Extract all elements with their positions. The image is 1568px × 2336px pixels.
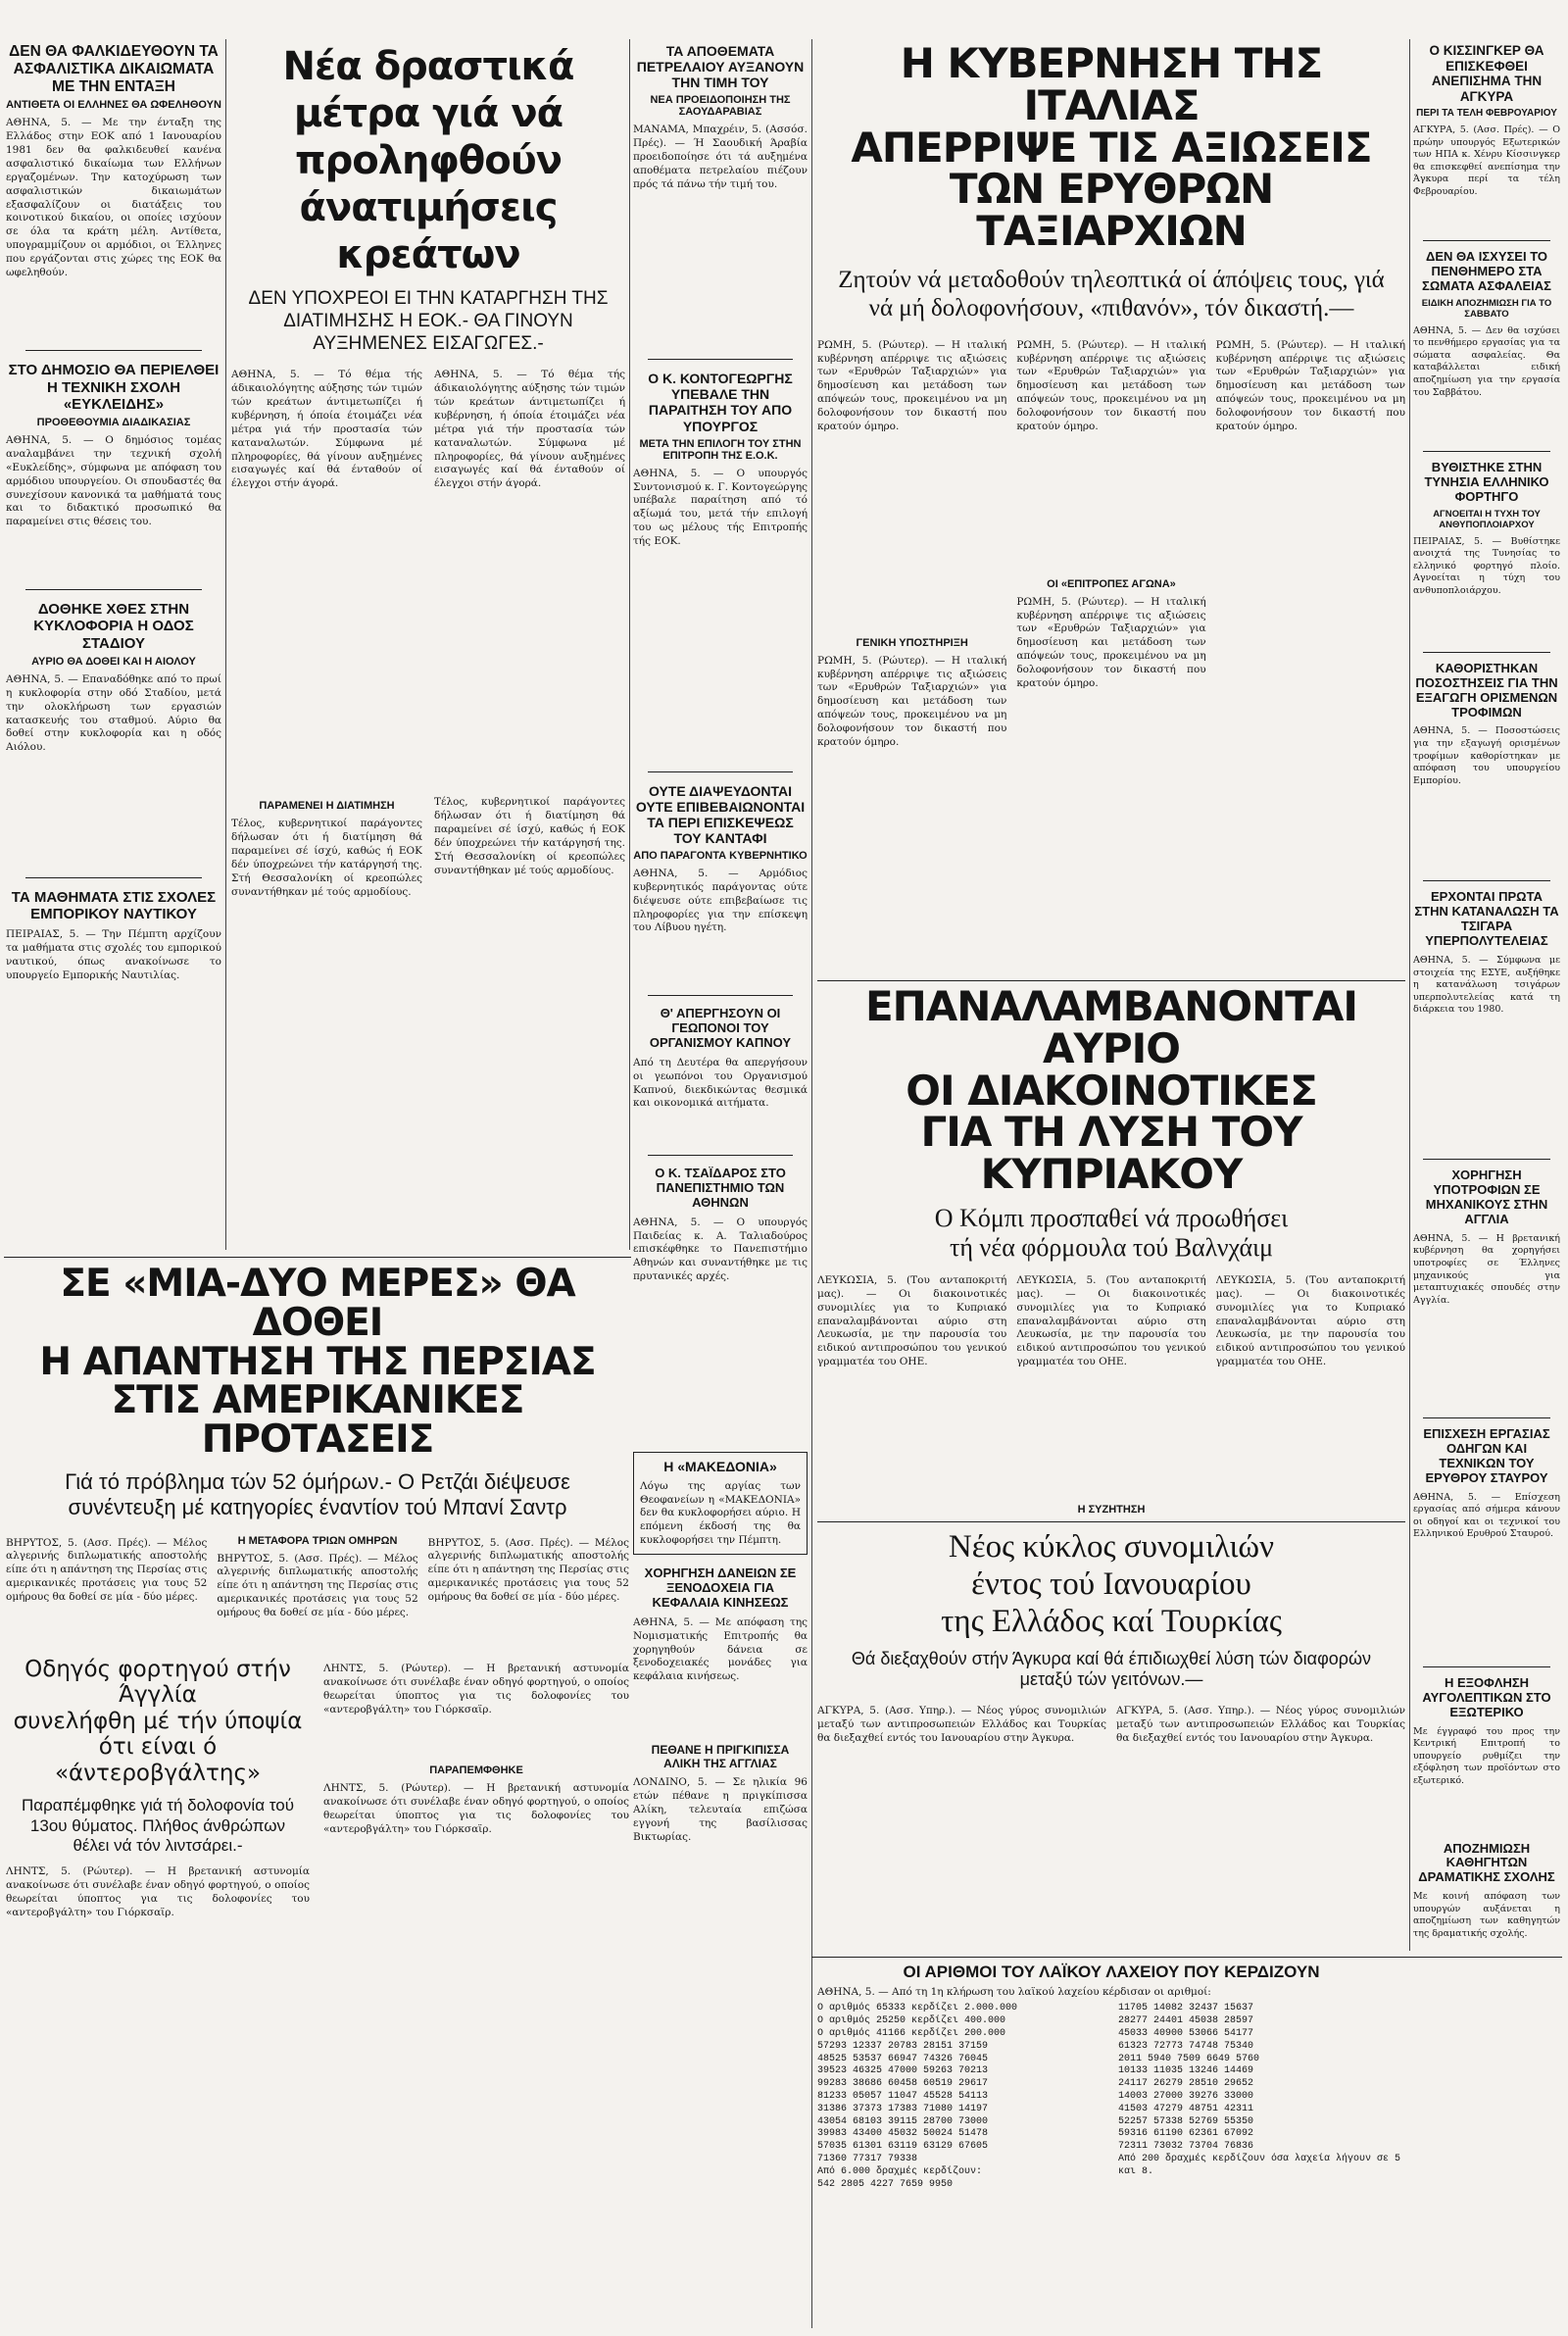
body-kontogeorgis: ΑΘΗΝΑ, 5. — Ο υπουργός Συντονισμού κ. Γ. Κοντογεώργης υπέβαλε παραίτηση από τό αξίωμά του, μετά τήν επιλογή του ως μέλους τής Επιτροπής τής ΕΟΚ. xyxy=(633,467,808,547)
body-tunisia-ship: ΠΕΙΡΑΙΑΣ, 5. — Βυθίστηκε ανοιχτά της Τυνησίας το ελληνικό φορτηγό πλοίο. Αγνοείται η τύχη του ανθυποπλοιάρχου. xyxy=(1413,535,1560,596)
article-taliadouros xyxy=(633,1167,808,1442)
deck-greece-turkey: Θά διεξαχθούν στήν Άγκυρα καί θά έπιδιωχθεί λύση τών διαφορών μεταξύ τών γειτόνων.— xyxy=(851,1648,1372,1690)
lottery-row: 41503 47279 48751 42311 xyxy=(1118,2103,1254,2114)
deck-persia: Γιά τό πρόβλημα τών 52 όμήρων.- Ο Ρετζάι διέψευσε συνέντευξη μέ κατηγορίες έναντίον τού Μπανί Σαντρ xyxy=(65,1468,570,1520)
body-petrol: ΜΑΝΑΜΑ, Μπαχρέιν, 5. (Ασσόσ. Πρές). — Ή Σαουδική Άραβία προειδοποίησε ότι τά αυξημένα αποθέματα πετρελαίου πιέζουν πρός τά πάνω τήν τιμή του. xyxy=(633,124,808,190)
headline-loans: ΧΟΡΗΓΗΣΗ ΔΑΝΕΙΩΝ ΣΕ ΞΕΝΟΔΟΧΕΙΑ ΓΙΑ ΚΕΦΑΛΑΙΑ ΚΙΝΗΣΕΩΣ xyxy=(644,1566,797,1610)
body-makedonia: Λόγω της αργίας των Θεοφανείων η «ΜΑΚΕΔΟΝΙΑ» δεν θα κυκλοφορήσει αύριο. Η επόμενη έκδοσή της θα κυκλοφορήσει την Πέμπτη. xyxy=(640,1479,801,1547)
lottery-row: 39983 43400 45032 50024 51478 xyxy=(817,2128,989,2140)
article-cigarettes xyxy=(1413,890,1560,1151)
article-red-cross xyxy=(1413,1427,1560,1659)
lottery-row: 61323 72773 74748 75340 xyxy=(1118,2040,1254,2052)
subhead-persia-1: Η ΜΕΤΑΦΟΡΑ ΤΡΙΩΝ ΟΜΗΡΩΝ xyxy=(237,1534,398,1547)
body-naval-schools: ΠΕΙΡΑΙΑΣ, 5. — Την Πέμπτη αρχίζουν τα μαθήματα στις σχολές του εμπορικού ναυτικού, όπως ανακοίνωσε το υπουργείο Εμπορικής Ναυτιλίας. xyxy=(6,928,221,982)
article-trucker xyxy=(6,1657,629,2333)
subhead-italy-2: ΟΙ «ΕΠΙΤΡΟΠΕΣ ΑΓΩΝΑ» xyxy=(1047,577,1176,590)
box-makedonia xyxy=(633,1452,808,1555)
headline-kissinger: Ο ΚΙΣΣΙΝΓΚΕΡ ΘΑ ΕΠΙΣΚΕΦΘΕΙ ΑΝΕΠΙΣΗΜΑ ΤΗΝ ΑΓΚΥΡΑ xyxy=(1429,43,1544,104)
body-taliadouros: ΑΘΗΝΑ, 5. — Ο υπουργός Παιδείας κ. Α. Ταλιαδούρος επισκέφθηκε το Πανεπιστήμιο Αθηνών και συναντήθηκε με τις πρυτανικές αρχές. xyxy=(633,1216,808,1283)
body-kantafi: ΑΘΗΝΑ, 5. — Αρμόδιος κυβερνητικός παράγοντας ούτε διέψευσε ούτε επιβεβαίωσε τις πληροφορίες για την επίσκεψη του Λίβυου ηγέτη. xyxy=(633,868,808,934)
headline-cyprus-3: ΓΙΑ ΤΗ ΛΥΣΗ ΤΟΥ ΚΥΠΡΙΑΚΟΥ xyxy=(920,1108,1302,1199)
article-technical-school xyxy=(6,362,221,581)
lottery-row: 2011 5940 7509 6649 5760 xyxy=(1118,2053,1260,2064)
body-alice: ΛΟΝΔΙΝΟ, 5. — Σε ηλικία 96 ετών πέθανε η πριγκίπισσα Αλίκη, τελευταία επιζώσα εγγονή της βασίλισσας Βικτωρίας. xyxy=(633,1776,808,1843)
headline-five-day-week: ΔΕΝ ΘΑ ΙΣΧΥΣΕΙ ΤΟ ΠΕΝΘΗΜΕΡΟ ΣΤΑ ΣΩΜΑΤΑ ΑΣΦΑΛΕΙΑΣ xyxy=(1422,249,1551,293)
article-cyprus xyxy=(817,986,1405,1516)
headline-trucker-2: συνελήφθη μέ τήν ύποψία xyxy=(13,1708,303,1734)
lottery-row: 99283 38686 60458 60519 29617 xyxy=(817,2078,989,2090)
subhead-meat: ΠΑΡΑΜΕΝΕΙ Η ΔΙΑΤΙΜΗΣΗ xyxy=(259,800,395,813)
lottery-row: 59316 61190 62361 67092 xyxy=(1118,2128,1254,2140)
article-drama-school xyxy=(1413,1842,1560,1946)
lottery-intro: ΑΘΗΝΑ, 5. — Από τη 1η κλήρωση του λαϊκού λαχείου κέρδισαν οι αριθμοί: xyxy=(817,1985,1211,1998)
body-italy-3: ΡΩΜΗ, 5. (Ρώυτερ). — Η ιταλική κυβέρνηση απέρριψε τις αξιώσεις των «Ερυθρών Ταξιαρχιών» για δημοσίευση και μετάδοση των απόψεών τους, προκειμένου να μη δολοφονήσουν τον δικαστή που κρατούν όμηρο. xyxy=(1016,338,1206,432)
body-trucker: ΛΗΝΤΣ, 5. (Ρώυτερ). — Η βρετανική αστυνομία ανακοίνωσε ότι συνέλαβε έναν οδηγό φορτηγού, ο οποίος θεωρείται ύποπτος για τις δολοφονίες του «αντεροβγάλτη» του Γιόρκσαϊρ. xyxy=(6,1865,310,1918)
lottery-row: 48525 53537 66947 74326 76045 xyxy=(817,2053,989,2064)
headline-drama-school: ΑΠΟΖΗΜΙΩΣΗ ΚΑΘΗΓΗΤΩΝ ΔΡΑΜΑΤΙΚΗΣ ΣΧΟΛΗΣ xyxy=(1418,1840,1555,1885)
lottery-row: 52257 57338 52769 55350 xyxy=(1118,2115,1254,2127)
headline-greece-turkey-1: Νέος κύκλος συνομιλιών xyxy=(948,1529,1275,1565)
deck-cyprus-1: Ο Κόμπι προσπαθεί νά προωθήσει xyxy=(934,1204,1289,1233)
headline-italy-1: Η ΚΥΒΕΡΝΗΣΗ ΤΗΣ ΙΤΑΛΙΑΣ xyxy=(900,43,1323,129)
article-alice xyxy=(633,1744,808,1865)
body-persia: ΒΗΡΥΤΟΣ, 5. (Ασσ. Πρές). — Μέλος αλγερινής διπλωματικής αποστολής είπε ότι η απάντηση της Περσίας στις αμερικανικές προτάσεις για τους 52 ομήρους θα δοθεί σε μία - δύο μέρες. xyxy=(6,1536,208,1604)
subhead-insurance: ΑΝΤΙΘΕΤΑ ΟΙ ΕΛΛΗΝΕΣ ΘΑ ΩΦΕΛΗΘΟΥΝ xyxy=(6,99,221,112)
body-meat-3: Τέλος, κυβερνητικοί παράγοντες δήλωσαν ότι ή διατίμηση θά παραμείνει σέ ίσχύ, καθώς ή ΕΟΚ δέν ύποχρεώνει τήν κατάργησή της. Στή Θεσσαλονίκη οί κρεοπώλες συναντήθηκαν μέ τούς αρμοδίους. xyxy=(434,796,625,876)
headline-kapnos: Θ' ΑΠΕΡΓΗΣΟΥΝ ΟΙ ΓΕΩΠΟΝΟΙ ΤΟΥ ΟΡΓΑΝΙΣΜΟΥ ΚΑΠΝΟΥ xyxy=(649,1006,792,1050)
lottery-row: 39523 46325 47000 59263 70213 xyxy=(817,2065,989,2077)
lottery-row: Από 6.000 δραχμές κερδίζουν: xyxy=(817,2165,983,2177)
body-greece-turkey: ΑΓΚΥΡΑ, 5. (Ασσ. Υπηρ.). — Νέος γύρος συνομιλιών μεταξύ των αντιπροσωπειών Ελλάδος και Τουρκίας θα διεξαχθεί εντός του Ιανουαρίου στην Άγκυρα. xyxy=(817,1705,1106,1744)
article-greece-turkey xyxy=(817,1529,1405,1951)
headline-greece-turkey-2: έντος τού Ιανουαρίου xyxy=(971,1566,1251,1602)
headline-persia-1: ΣΕ «ΜΙΑ-ΔΥΟ ΜΕΡΕΣ» ΘΑ ΔΟΘΕΙ xyxy=(60,1265,575,1345)
headline-lottery: ΟΙ ΑΡΙΘΜΟΙ ΤΟΥ ΛΑΪΚΟΥ ΛΑΧΕΙΟΥ ΠΟΥ ΚΕΡΔΙΖΟΥΝ xyxy=(903,1963,1320,1981)
article-tunisia-ship xyxy=(1413,461,1560,644)
headline-trucker-1: Οδηγός φορτηγού στήν Άγγλία xyxy=(24,1657,291,1709)
article-naval-schools xyxy=(6,889,221,1076)
headline-insurance: ΔΕΝ ΘΑ ΦΑΛΚΙΔΕΥΘΟΥΝ ΤΑ ΑΣΦΑΛΙΣΤΙΚΑ ΔΙΚΑΙΩΜΑΤΑ ΜΕ ΤΗΝ ΕΝΤΑΞΗ xyxy=(9,43,219,95)
headline-technical-school: ΣΤΟ ΔΗΜΟΣΙΟ ΘΑ ΠΕΡΙΕΛΘΕΙ Η ΤΕΧΝΙΚΗ ΣΧΟΛΗ «ΕΥΚΛΕΙΔΗΣ» xyxy=(8,362,220,413)
subhead-stadiou: ΑΥΡΙΟ ΘΑ ΔΟΘΕΙ ΚΑΙ Η ΑΙΟΛΟΥ xyxy=(31,655,196,668)
body-trucker-3: ΛΗΝΤΣ, 5. (Ρώυτερ). — Η βρετανική αστυνομία ανακοίνωσε ότι συνέλαβε έναν οδηγό φορτηγού, ο οποίος θεωρείται ύποπτος για τις δολοφονίες του «αντεροβγάλτη» του Γιόρκσαϊρ. xyxy=(323,1782,629,1835)
headline-cigarettes: ΕΡΧΟΝΤΑΙ ΠΡΩΤΑ ΣΤΗΝ ΚΑΤΑΝΑΛΩΣΗ ΤΑ ΤΣΙΓΑΡΑ ΥΠΕΡΠΟΛΥΤΕΛΕΙΑΣ xyxy=(1414,889,1559,949)
lottery-row: 72311 73032 73704 76836 xyxy=(1118,2141,1254,2153)
deck-trucker: Παραπέμφθηκε γιά τή δολοφονία τού 13ου θύματος. Πλήθος άνθρώπων θέλει νά τόν λιντσάρει.- xyxy=(22,1796,294,1855)
headline-tunisia-ship: ΒΥΘΙΣΤΗΚΕ ΣΤΗΝ ΤΥΝΗΣΙΑ ΕΛΛΗΝΙΚΟ ΦΟΡΤΗΓΟ xyxy=(1424,459,1549,504)
lottery-row: 57035 61301 63119 63129 67605 xyxy=(817,2141,989,2153)
article-insurance xyxy=(6,43,221,342)
headline-scholarships: ΧΟΡΗΓΗΣΗ ΥΠΟΤΡΟΦΙΩΝ ΣΕ ΜΗΧΑΝΙΚΟΥΣ ΣΤΗΝ ΑΓΓΛΙΑ xyxy=(1425,1168,1548,1226)
body-insurance: ΑΘΗΝΑ, 5. — Με την ένταξη της Ελλάδος στην ΕΟΚ από 1 Ιανουαρίου 1981 δεν θα φαλκιδευθεί κανένα ασφαλιστικό δικαίωμα των Ελλήνων εργαζομένων. Την κατοχύρωση των ασφαλιστικών δικαιωμάτων εξασφαλίζουν οι διατάξεις του κοινοτικού δικαίου, οι οποίες ισχύουν σε όλα τα κράτη μέλη. Αντίθετα, υπογραμμίζουν οι αρμόδιοι, οι Έλληνες που εργάζονται στις χώρες της ΕΟΚ θα ωφεληθούν. xyxy=(6,117,221,278)
lottery-row: 57293 12337 20783 28151 37159 xyxy=(817,2040,989,2052)
body-italy-4: ΡΩΜΗ, 5. (Ρώυτερ). — Η ιταλική κυβέρνηση απέρριψε τις αξιώσεις των «Ερυθρών Ταξιαρχιών» για δημοσίευση και μετάδοση των απόψεών τους, προκειμένου να μη δολοφονήσουν τον δικαστή που κρατούν όμηρο. xyxy=(1016,595,1206,689)
lottery-row: 81233 05057 11047 45528 54113 xyxy=(817,2090,989,2102)
lottery-row: 45033 40900 53066 54177 xyxy=(1118,2028,1254,2039)
column-middle xyxy=(633,43,808,2327)
headline-kantafi: ΟΥΤΕ ΔΙΑΨΕΥΔΟΝΤΑΙ ΟΥΤΕ ΕΠΙΒΕΒΑΙΩΝΟΝΤΑΙ ΤΑ ΠΕΡΙ ΕΠΙΣΚΕΨΕΩΣ ΤΟΥ ΚΑΝΤΑΦΙ xyxy=(635,782,806,846)
lottery-row: 31386 37373 17383 71080 14197 xyxy=(817,2103,989,2114)
headline-makedonia: Η «ΜΑΚΕΔΟΝΙΑ» xyxy=(663,1458,777,1474)
article-kantafi xyxy=(633,783,808,985)
subhead-kantafi: ΑΠΟ ΠΑΡΑΓΟΝΤΑ ΚΥΒΕΡΝΗΤΙΚΟ xyxy=(633,850,808,863)
body-greece-turkey-2: ΑΓΚΥΡΑ, 5. (Ασσ. Υπηρ.). — Νέος γύρος συνομιλιών μεταξύ των αντιπροσωπειών Ελλάδος και Τουρκίας θα διεξαχθεί εντός του Ιανουαρίου στην Άγκυρα. xyxy=(1116,1705,1405,1744)
headline-persia-3: ΣΤΙΣ ΑΜΕΡΙΚΑΝΙΚΕΣ ΠΡΟΤΑΣΕΙΣ xyxy=(111,1378,524,1463)
lottery-row: 10133 11035 13246 14469 xyxy=(1118,2065,1254,2077)
lottery-row: 28277 24401 45038 28597 xyxy=(1118,2015,1254,2027)
body-food-export: ΑΘΗΝΑ, 5. — Ποσοστώσεις για την εξαγωγή ορισμένων τροφίμων καθορίστηκαν με απόφαση του υπουργείου Εμπορίου. xyxy=(1413,725,1560,786)
headline-persia-2: Η ΑΠΑΝΤΗΣΗ ΤΗΣ ΠΕΡΣΙΑΣ xyxy=(39,1339,596,1384)
article-scholarships xyxy=(1413,1168,1560,1410)
body-meat: ΑΘΗΝΑ, 5. — Τό θέμα τής άδικαιολόγητης αύξησης τών τιμών τών κρεάτων άντιμετωπίζει ή κυβέρνηση, ή όποία έτοιμάζει νέα μέτρα γιά τήν προστασία τών καταναλωτών. Σύμφωνα μέ πληροφορίες, θά γίνουν αυξημένες εισαγωγές καί θά ένταθούν οί έλεγχοι στήν άγορά. xyxy=(231,369,422,490)
deck-cyprus-2: τή νέα φόρμουλα τού Βαλνχάιμ xyxy=(949,1233,1274,1263)
body-meat-cont: ΑΘΗΝΑ, 5. — Τό θέμα τής άδικαιολόγητης αύξησης τών τιμών τών κρεάτων άντιμετωπίζει ή κυβέρνηση, ή όποία έτοιμάζει νέα μέτρα γιά τήν προστασία τών καταναλωτών. Σύμφωνα μέ πληροφορίες, θά γίνουν αυξημένες εισαγωγές καί θά ένταθούν οί έλεγχοι στήν άγορά. xyxy=(434,369,625,490)
lottery-row: 542 2805 4227 7659 9950 xyxy=(817,2178,954,2190)
body-cyprus-2: ΛΕΥΚΩΣΙΑ, 5. (Του ανταποκριτή μας). — Οι διακοινοτικές συνομιλίες για το Κυπριακό επαναλαμβάνονται αύριο στη Λευκωσία, με την παρουσία του ειδικού αντιπροσώπου του γενικού γραμματέα του ΟΗΕ. xyxy=(1016,1273,1206,1368)
body-italy: ΡΩΜΗ, 5. (Ρώυτερ). — Η ιταλική κυβέρνηση απέρριψε τις αξιώσεις των «Ερυθρών Ταξιαρχιών» για δημοσίευση και μετάδοση των απόψεών τους, προκειμένου να μη δολοφονήσουν τον δικαστή που κρατούν όμηρο. xyxy=(817,338,1007,432)
body-technical-school: ΑΘΗΝΑ, 5. — Ο δημόσιος τομέας αναλαμβάνει την τεχνική σχολή «Ευκλείδης», σύμφωνα με απόφαση του αρμόδιου υπουργείου. Οι σπουδαστές θα συνεχίσουν κανονικά τα μαθήματά τους και το διδακτικό προσωπικό θα παραμείνει στις θέσεις του. xyxy=(6,434,221,528)
headline-italy-2: ΑΠΕΡΡΙΨΕ ΤΙΣ ΑΞΙΩΣΕΙΣ xyxy=(851,123,1372,172)
headline-naval-schools: ΤΑ ΜΑΘΗΜΑΤΑ ΣΤΙΣ ΣΧΟΛΕΣ ΕΜΠΟΡΙΚΟΥ ΝΑΥΤΙΚΟΥ xyxy=(11,888,217,923)
body-scholarships: ΑΘΗΝΑ, 5. — Η βρετανική κυβέρνηση θα χορηγήσει υποτροφίες σε Έλληνες μηχανικούς για μεταπτυχιακές σπουδές στην Αγγλία. xyxy=(1413,1232,1560,1306)
article-five-day-week xyxy=(1413,250,1560,443)
subhead-cyprus: Η ΣΥΖΗΤΗΣΗ xyxy=(1077,1503,1146,1516)
body-cyprus-3: ΛΕΥΚΩΣΙΑ, 5. (Του ανταποκριτή μας). — Οι διακοινοτικές συνομιλίες για το Κυπριακό επαναλαμβάνονται αύριο στη Λευκωσία, με την παρουσία του ειδικού αντιπροσώπου του γενικού γραμματέα του ΟΗΕ. xyxy=(1215,1273,1405,1368)
subhead-trucker: ΠΑΡΑΠΕΜΦΘΗΚΕ xyxy=(429,1764,523,1776)
lottery-row: 24117 26279 28510 29652 xyxy=(1118,2078,1254,2090)
body-loans: ΑΘΗΝΑ, 5. — Με απόφαση της Νομισματικής Επιτροπής θα χορηγηθούν δάνεια σε ξενοδοχειακές μονάδες για κεφάλαια κινήσεως. xyxy=(633,1615,808,1683)
article-meat xyxy=(231,43,625,1249)
lottery-row: 43054 68103 39115 28700 73000 xyxy=(817,2115,989,2127)
lottery-numbers xyxy=(817,2003,1405,2191)
article-italy xyxy=(817,43,1405,974)
headline-cyprus-2: ΟΙ ΔΙΑΚΟΙΝΟΤΙΚΕΣ xyxy=(906,1066,1317,1115)
deck-italy: Ζητούν νά μεταδοθούν τηλεοπτικά οί άπόψεις τους, γιά νά μή δολοφονήσουν, «πιθανόν», τόν δικαστή.— xyxy=(838,267,1385,322)
headline-trucker-3: ότι είναι ό «άντεροβγάλτης» xyxy=(54,1734,262,1786)
subhead-kissinger: ΠΕΡΙ ΤΑ ΤΕΛΗ ΦΕΒΡΟΥΑΡΙΟΥ xyxy=(1416,108,1557,120)
article-stadiou xyxy=(6,601,221,870)
column-right xyxy=(1413,43,1560,1945)
subhead-italy-1: ΓΕΝΙΚΗ ΥΠΟΣΤΗΡΙΞΗ xyxy=(856,636,968,649)
body-drama-school: Με κοινή απόφαση των υπουργών αυξάνεται η αποζημίωση των καθηγητών της δραματικής σχολής. xyxy=(1413,1891,1560,1939)
body-red-cross: ΑΘΗΝΑ, 5. — Επίσχεση εργασίας από σήμερα κάνουν οι οδηγοί και οι τεχνικοί του Ελληνικού Ερυθρού Σταυρού. xyxy=(1413,1491,1560,1540)
headline-stadiou: ΔΟΘΗΚΕ ΧΘΕΣ ΣΤΗΝ ΚΥΚΛΟΦΟΡΙΑ Η ΟΔΟΣ ΣΤΑΔΙΟΥ xyxy=(33,601,194,652)
body-persia-2: ΒΗΡΥΤΟΣ, 5. (Ασσ. Πρές). — Μέλος αλγερινής διπλωματικής αποστολής είπε ότι η απάντηση της Περσίας στις αμερικανικές προτάσεις για τους 52 ομήρους θα δοθεί σε μία - δύο μέρες. xyxy=(217,1552,418,1619)
body-egg-payment: Με έγγραφό του προς την Κεντρική Επιτροπή το υπουργείο ρυθμίζει την εξόφληση των προϊόντων στο εξωτερικό. xyxy=(1413,1725,1560,1786)
article-food-export xyxy=(1413,662,1560,873)
column-left xyxy=(6,43,221,1249)
headline-alice: ΠΕΘΑΝΕ Η ΠΡΙΓΚΙΠΙΣΣΑ ΑΛΙΚΗ ΤΗΣ ΑΓΓΛΙΑΣ xyxy=(651,1742,790,1770)
headline-cyprus-1: ΕΠΑΝΑΛΑΜΒΑΝΟΝΤΑΙ ΑΥΡΙΟ xyxy=(864,986,1358,1072)
headline-kontogeorgis: Ο Κ. ΚΟΝΤΟΓΕΩΡΓΗΣ ΥΠΕΒΑΛΕ ΤΗΝ ΠΑΡΑΙΤΗΣΗ ΤΟΥ ΑΠΟ ΥΠΟΥΡΓΟΣ xyxy=(648,371,793,434)
body-cigarettes: ΑΘΗΝΑ, 5. — Σύμφωνα με στοιχεία της ΕΣΥΕ, αυξήθηκε η κατανάλωση τσιγάρων υπερπολυτελείας κατά τη διάρκεια του 1980. xyxy=(1413,955,1560,1016)
headline-petrol: ΤΑ ΑΠΟΘΕΜΑΤΑ ΠΕΤΡΕΛΑΙΟΥ ΑΥΞΑΝΟΥΝ ΤΗΝ ΤΙΜΗ ΤΟΥ xyxy=(636,43,805,91)
subhead-technical-school: ΠΡΟΘΕΘΟΥΜΙΑ ΔΙΑΔΙΚΑΣΙΑΣ xyxy=(36,417,191,429)
body-italy-5: ΡΩΜΗ, 5. (Ρώυτερ). — Η ιταλική κυβέρνηση απέρριψε τις αξιώσεις των «Ερυθρών Ταξιαρχιών» για δημοσίευση και μετάδοση των απόψεών τους, προκειμένου να μη δολοφονήσουν τον δικαστή που κρατούν όμηρο. xyxy=(1215,338,1405,432)
body-five-day-week: ΑΘΗΝΑ, 5. — Δεν θα ισχύσει το πενθήμερο εργασίας για τα σώματα ασφαλείας. Θα καταβάλλεται ειδική αποζημίωση για την εργασία του Σαββάτου. xyxy=(1413,324,1560,398)
lottery-row: Ο αριθμός 25250 κερδίζει 400.000 xyxy=(817,2015,1006,2027)
headline-italy-3: ΤΩΝ ΕΡΥΘΡΩΝ ΤΑΞΙΑΡΧΙΩΝ xyxy=(949,165,1274,256)
headline-red-cross: ΕΠΙΣΧΕΣΗ ΕΡΓΑΣΙΑΣ ΟΔΗΓΩΝ ΚΑΙ ΤΕΧΝΙΚΩΝ ΤΟΥ ΕΡΥΘΡΟΥ ΣΤΑΥΡΟΥ xyxy=(1423,1425,1550,1485)
headline-taliadouros: Ο Κ. ΤΣΑΪΔΑΡΟΣ ΣΤΟ ΠΑΝΕΠΙΣΤΗΜΙΟ ΤΩΝ ΑΘΗΝΩΝ xyxy=(655,1165,786,1210)
subhead-five-day-week: ΕΙΔΙΚΗ ΑΠΟΖΗΜΙΩΣΗ ΓΙΑ ΤΟ ΣΑΒΒΑΤΟ xyxy=(1421,297,1552,320)
subhead-kontogeorgis: ΜΕΤΑ ΤΗΝ ΕΠΙΛΟΓΗ ΤΟΥ ΣΤΗΝ ΕΠΙΤΡΟΠΗ ΤΗΣ Ε.Ο.Κ. xyxy=(639,437,802,462)
body-kissinger: ΑΓΚΥΡΑ, 5. (Ασσ. Πρές). — Ο πρώην υπουργός Εξωτερικών των ΗΠΑ κ. Χένρυ Κίσσινγκερ θα επισκεφθεί ανεπίσημα την Άγκυρα περί τα τέλη Φεβρουαρίου. xyxy=(1413,124,1560,197)
body-cyprus: ΛΕΥΚΩΣΙΑ, 5. (Του ανταποκριτή μας). — Οι διακοινοτικές συνομιλίες για το Κυπριακό επαναλαμβάνονται αύριο στη Λευκωσία, με την παρουσία του ειδικού αντιπροσώπου του γενικού γραμματέα του ΟΗΕ. xyxy=(817,1273,1007,1368)
lottery-row: Ο αριθμός 65333 κερδίζει 2.000.000 xyxy=(817,2003,1018,2014)
body-trucker-2: ΛΗΝΤΣ, 5. (Ρώυτερ). — Η βρετανική αστυνομία ανακοίνωσε ότι συνέλαβε έναν οδηγό φορτηγού, ο οποίος θεωρείται ύποπτος για τις δολοφονίες του «αντεροβγάλτη» του Γιόρκσαϊρ. xyxy=(323,1663,629,1715)
subhead-petrol: ΝΕΑ ΠΡΟΕΙΔΟΠΟΙΗΣΗ ΤΗΣ ΣΑΟΥΔΑΡΑΒΙΑΣ xyxy=(650,94,791,119)
article-kontogeorgis xyxy=(633,371,808,761)
lottery-row: Ο αριθμός 41166 κερδίζει 200.000 xyxy=(817,2028,1006,2039)
body-italy-2: ΡΩΜΗ, 5. (Ρώυτερ). — Η ιταλική κυβέρνηση απέρριψε τις αξιώσεις των «Ερυθρών Ταξιαρχιών» για δημοσίευση και μετάδοση των απόψεών τους, προκειμένου να μη δολοφονήσουν τον δικαστή που κρατούν όμηρο. xyxy=(817,654,1007,748)
article-egg-payment xyxy=(1413,1676,1560,1834)
subhead-tunisia-ship: ΑΓΝΟΕΙΤΑΙ Η ΤΥΧΗ ΤΟΥ ΑΝΘΥΠΟΠΛΟΙΑΡΧΟΥ xyxy=(1433,508,1541,530)
body-persia-3: ΒΗΡΥΤΟΣ, 5. (Ασσ. Πρές). — Μέλος αλγερινής διπλωματικής αποστολής είπε ότι η απάντηση της Περσίας στις αμερικανικές προτάσεις για τους 52 ομήρους θα δοθεί σε μία - δύο μέρες. xyxy=(427,1536,629,1604)
headline-food-export: ΚΑΘΟΡΙΣΤΗΚΑΝ ΠΟΣΟΣΤΗΣΕΙΣ ΓΙΑ ΤΗΝ ΕΞΑΓΩΓΗ ΟΡΙΣΜΕΝΩΝ ΤΡΟΦΙΜΩΝ xyxy=(1415,660,1558,720)
lottery-row: 71360 77317 79338 xyxy=(817,2153,918,2164)
lottery-row: Από 200 δραχμές κερδίζουν όσα λαχεία λήγουν σε 5 και 8. xyxy=(1118,2153,1401,2177)
article-lottery xyxy=(817,1963,1405,2331)
body-stadiou: ΑΘΗΝΑ, 5. — Επαναδόθηκε από το πρωί η κυκλοφορία στην οδό Σταδίου, μετά την ολοκλήρωση των εργασιών κατασκευής του σταθμού. Αύριο θα δοθεί στην κυκλοφορία και η οδός Αιόλου. xyxy=(6,672,221,754)
article-kissinger xyxy=(1413,43,1560,232)
article-kapnos xyxy=(633,1007,808,1145)
headline-greece-turkey-3: της Ελλάδος καί Τουρκίας xyxy=(941,1603,1282,1639)
article-loans xyxy=(633,1566,808,1734)
deck-meat: ΔΕΝ ΥΠΟΧΡΕΟΙ ΕΙ ΤΗΝ ΚΑΤΑΡΓΗΣΗ ΤΗΣ ΔΙΑΤΙΜΗΣΗΣ Η ΕΟΚ.- ΘΑ ΓΙΝΟΥΝ ΑΥΞΗΜΕΝΕΣ ΕΙΣΑΓΩΓΕΣ.- xyxy=(248,288,609,354)
headline-egg-payment: Η ΕΞΟΦΛΗΣΗ ΑΥΓΟΛΕΠΤΙΚΩΝ ΣΤΟ ΕΞΩΤΕΡΙΚΟ xyxy=(1422,1674,1551,1719)
article-petrol xyxy=(633,43,808,349)
body-kapnos: Από τη Δευτέρα θα απεργήσουν οι γεωπόνοι του Οργανισμού Καπνού, διεκδικώντας θεσμικά και οικονομικά αιτήματα. xyxy=(633,1056,808,1110)
body-meat-2: Τέλος, κυβερνητικοί παράγοντες δήλωσαν ότι ή διατίμηση θά παραμείνει σέ ίσχύ, καθώς ή ΕΟΚ δέν ύποχρεώνει τήν κατάργησή της. Στή Θεσσαλονίκη οί κρεοπώλες συναντήθηκαν μέ τούς αρμοδίους. xyxy=(231,818,422,898)
headline-meat: Νέα δραστικά μέτρα γιά νά προληφθούν άνατιμήσεις κρεάτων xyxy=(282,44,574,277)
lottery-row: 14003 27000 39276 33000 xyxy=(1118,2090,1254,2102)
lottery-row: 11705 14082 32437 15637 xyxy=(1118,2003,1254,2014)
